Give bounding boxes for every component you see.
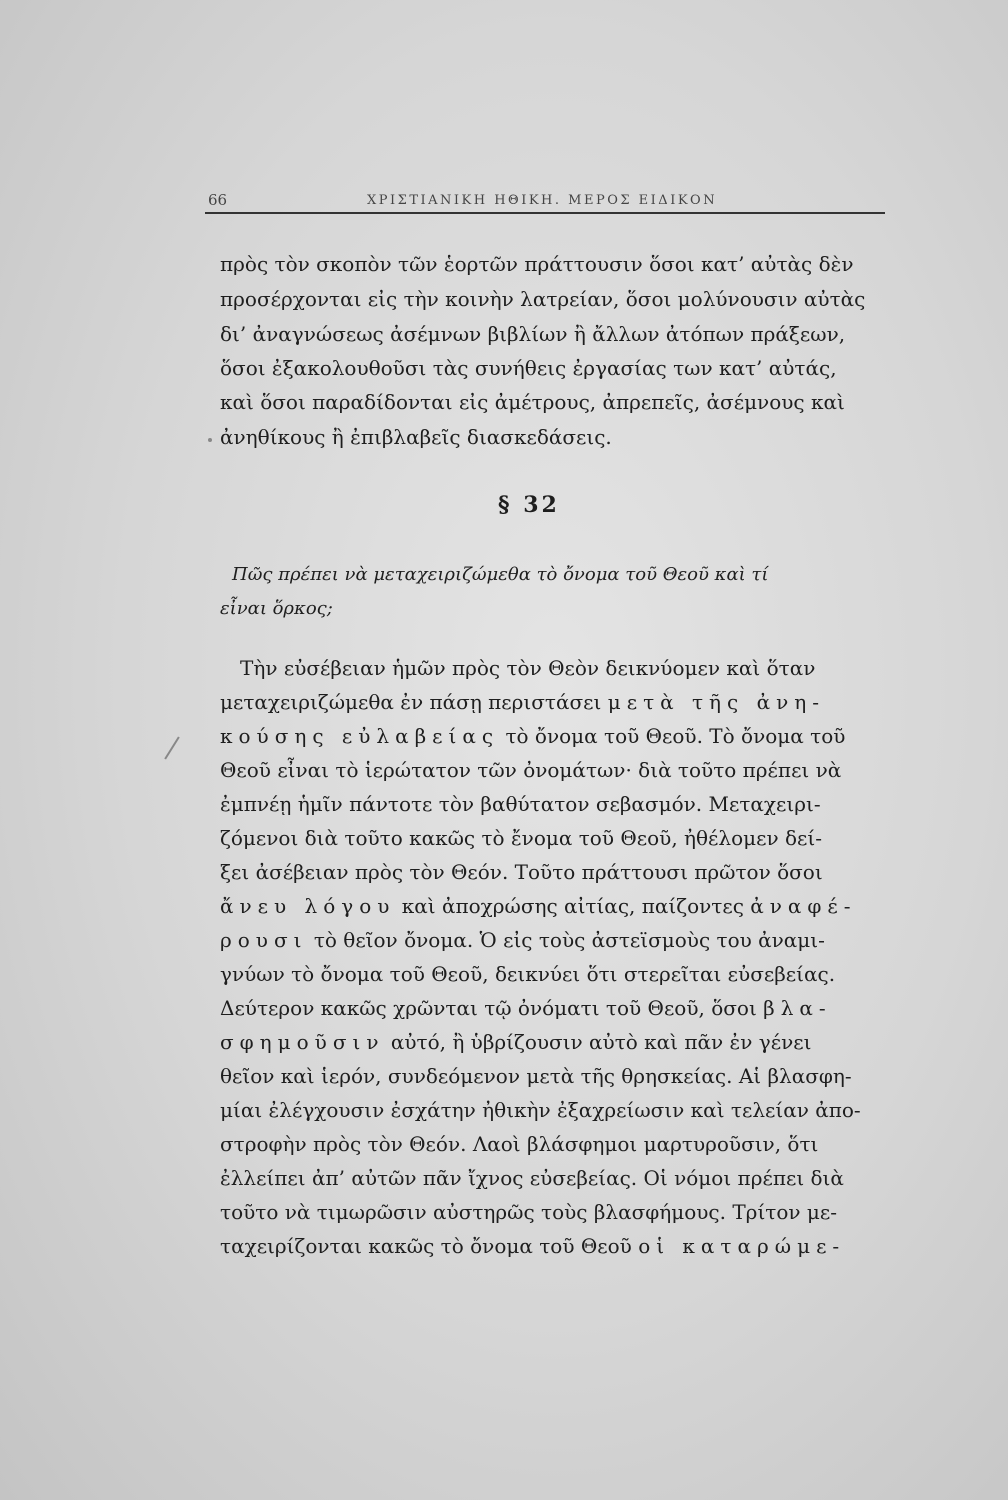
- emphasis-text: ἄνευ λόγου: [220, 894, 396, 918]
- text-line: [220, 1234, 845, 1258]
- text-line: Θεοῦ εἶναι τὸ ἱερώτατον τῶν ὀνομάτων· διὰ τοῦτο πρέπει νὰ: [220, 758, 842, 782]
- text-line: ἐλλείπει ἀπ’ αὐτῶν πᾶν ἴχνος εὐσεβείας. Οἱ νόμοι πρέπει διὰ: [220, 1166, 844, 1190]
- text-line: [220, 996, 832, 1020]
- emphasis-text: κούσης εὐλαβείας: [220, 724, 500, 748]
- text-line: τοῦτο νὰ τιμωρῶσιν αὐστηρῶς τοὺς βλασφήμους. Τρίτον με-: [220, 1200, 838, 1224]
- text-span: τὸ θεῖον ὄνομα. Ὁ εἰς τοὺς ἀστεϊσμοὺς του ἀναμι-: [313, 928, 825, 952]
- emphasis-text: ρουσι: [220, 928, 308, 952]
- emphasis-text: βλα-: [763, 996, 832, 1020]
- text-line: καὶ ὅσοι παραδίδονται εἰς ἀμέτρους, ἀπρεπεῖς, ἀσέμνους καὶ: [220, 390, 845, 414]
- question-line: Πῶς πρέπει νὰ μεταχειριζώμεθα τὸ ὄνομα τοῦ Θεοῦ καὶ τί: [232, 564, 769, 585]
- text-line: [220, 1030, 811, 1054]
- question-line: εἶναι ὅρκος;: [220, 598, 333, 619]
- text-line: γνύων τὸ ὄνομα τοῦ Θεοῦ, δεικνύει ὅτι στερεῖται εὐσεβείας.: [220, 962, 836, 986]
- text-span: καὶ ἀποχρώσης αἰτίας, παίζοντες: [401, 894, 744, 918]
- text-line: ξει ἀσέβειαν πρὸς τὸν Θεόν. Τοῦτο πράττουσι πρῶτον ὅσοι: [220, 860, 823, 884]
- text-span: μεταχειριζώμεθα ἐν πάσῃ περιστάσει: [220, 690, 602, 714]
- text-line: [220, 928, 825, 952]
- text-line: ὅσοι ἐξακολουθοῦσι τὰς συνήθεις ἐργασίας των κατ’ αὐτάς,: [220, 356, 837, 380]
- text-line: [220, 724, 845, 748]
- emphasis-text: ἀναφέ-: [750, 894, 857, 918]
- section-symbol: §: [498, 492, 513, 518]
- emphasis-text: οἱ καταρώμε-: [638, 1234, 846, 1258]
- emphasis-text: μετὰ τῆς ἀνη-: [607, 690, 825, 714]
- text-line: Τὴν εὐσέβειαν ἡμῶν πρὸς τὸν Θεὸν δεικνύομεν καὶ ὅταν: [240, 656, 816, 680]
- header-rule: [205, 212, 885, 214]
- text-line: μίαι ἐλέγχουσιν ἐσχάτην ἠθικὴν ἐξαχρείωσιν καὶ τελείαν ἀπο-: [220, 1098, 861, 1122]
- section-heading: [498, 492, 560, 518]
- section-number: 32: [523, 492, 560, 518]
- text-span: τὸ ὄνομα τοῦ Θεοῦ. Τὸ ὄνομα τοῦ: [505, 724, 846, 748]
- text-line: πρὸς τὸν σκοπὸν τῶν ἑορτῶν πράττουσιν ὅσοι κατ’ αὐτὰς δὲν: [220, 252, 854, 276]
- text-span: Δεύτερον κακῶς χρῶνται τῷ ὀνόματι τοῦ Θεοῦ, ὅσοι: [220, 996, 757, 1020]
- emphasis-text: σφημοῦσιν: [220, 1030, 385, 1054]
- page-number: 66: [208, 191, 228, 209]
- text-line: στροφὴν πρὸς τὸν Θεόν. Λαοὶ βλάσφημοι μαρτυροῦσιν, ὅτι: [220, 1132, 819, 1156]
- text-line: ἀνηθίκους ἢ ἐπιβλαβεῖς διασκεδάσεις.: [220, 425, 612, 449]
- text-span: αὐτό, ἢ ὑβρίζουσιν αὐτὸ καὶ πᾶν ἐν γένει: [390, 1030, 812, 1054]
- text-line: ἐμπνέῃ ἡμῖν πάντοτε τὸν βαθύτατον σεβασμόν. Μεταχειρι-: [220, 792, 821, 816]
- text-span: ταχειρίζονται κακῶς τὸ ὄνομα τοῦ Θεοῦ: [220, 1234, 632, 1258]
- text-line: θεῖον καὶ ἱερόν, συνδεόμενον μετὰ τῆς θρησκείας. Αἱ βλασφη-: [220, 1064, 852, 1088]
- text-line: [220, 690, 825, 714]
- text-line: δι’ ἀναγνώσεως ἀσέμνων βιβλίων ἢ ἄλλων ἀτόπων πράξεων,: [220, 322, 846, 346]
- margin-dot: [208, 438, 212, 442]
- running-title: ΧΡΙΣΤΙΑΝΙΚΗ ΗΘΙΚΗ. ΜΕΡΟΣ ΕΙΔΙΚΟΝ: [367, 193, 718, 208]
- text-line: προσέρχονται εἰς τὴν κοινὴν λατρείαν, ὅσοι μολύνουσιν αὐτὰς: [220, 287, 866, 311]
- text-line: [220, 894, 857, 918]
- pencil-mark: [164, 736, 179, 759]
- text-line: ζόμενοι διὰ τοῦτο κακῶς τὸ ἔνομα τοῦ Θεοῦ, ἠθέλομεν δεί-: [220, 826, 823, 850]
